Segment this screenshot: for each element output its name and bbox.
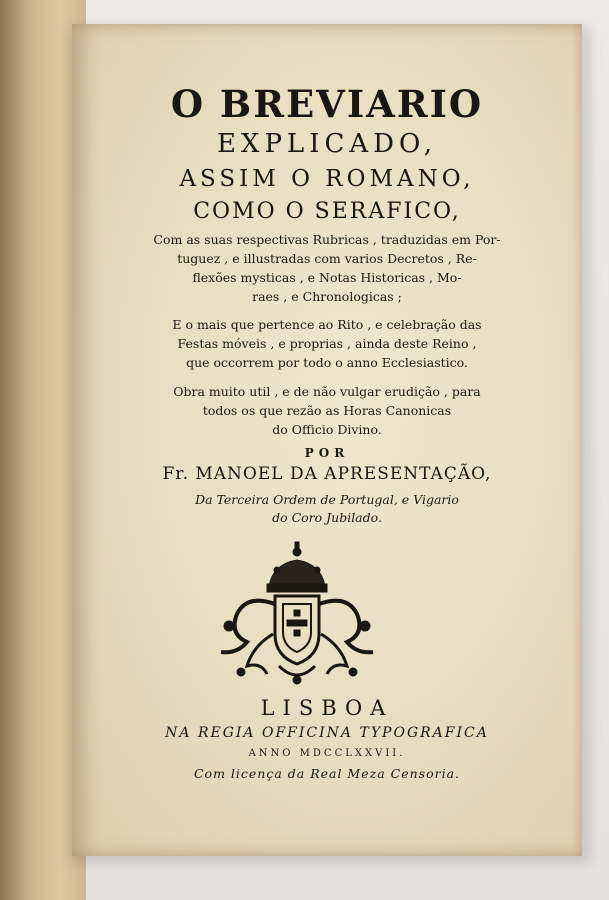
description-line: raes , e Chronologicas ;	[252, 289, 402, 304]
imprint-license: Com licença da Real Meza Censoria.	[193, 766, 460, 781]
por-label: POR	[304, 446, 350, 460]
royal-coat-of-arms-icon	[207, 534, 387, 694]
title-line-1: O BREVIARIO	[170, 82, 484, 126]
description-line: Com as suas respectivas Rubricas , traduzidas em Por-	[153, 232, 501, 247]
title-line-3: ASSIM O ROMANO,	[179, 166, 475, 192]
imprint-city: LISBOA	[260, 696, 394, 720]
author-affiliation: do Coro Jubilado.	[272, 510, 382, 525]
imprint-year: ANNO MDCCLXXVII.	[248, 748, 406, 759]
title-page-content	[72, 24, 582, 856]
description-line: Obra muito util , e de não vulgar erudição , para	[173, 384, 481, 399]
imprint-press: NA REGIA OFFICINA TYPOGRAFICA	[165, 725, 489, 741]
description-line: tuguez , e illustradas com varios Decretos , Re-	[177, 251, 477, 266]
description-line: todos os que rezão as Horas Canonicas	[202, 403, 452, 418]
title-line-4: COMO O SERAFICO,	[193, 199, 461, 224]
author-name: Fr. MANOEL DA APRESENTAÇÃO,	[162, 464, 492, 484]
title-page	[72, 24, 582, 856]
description-line: do Officio Divino.	[272, 422, 382, 437]
author-affiliation: Da Terceira Ordem de Portugal, e Vigario	[195, 492, 459, 507]
description-line: E o mais que pertence ao Rito , e celebração das	[172, 317, 482, 332]
title-line-2: EXPLICADO,	[216, 129, 438, 159]
description-line: Festas móveis , e proprias , ainda deste Reino ,	[177, 336, 477, 351]
description-line: que occorrem por todo o anno Ecclesiastico.	[186, 355, 468, 370]
description-line: flexões mysticas , e Notas Historicas , Mo-	[192, 270, 462, 285]
